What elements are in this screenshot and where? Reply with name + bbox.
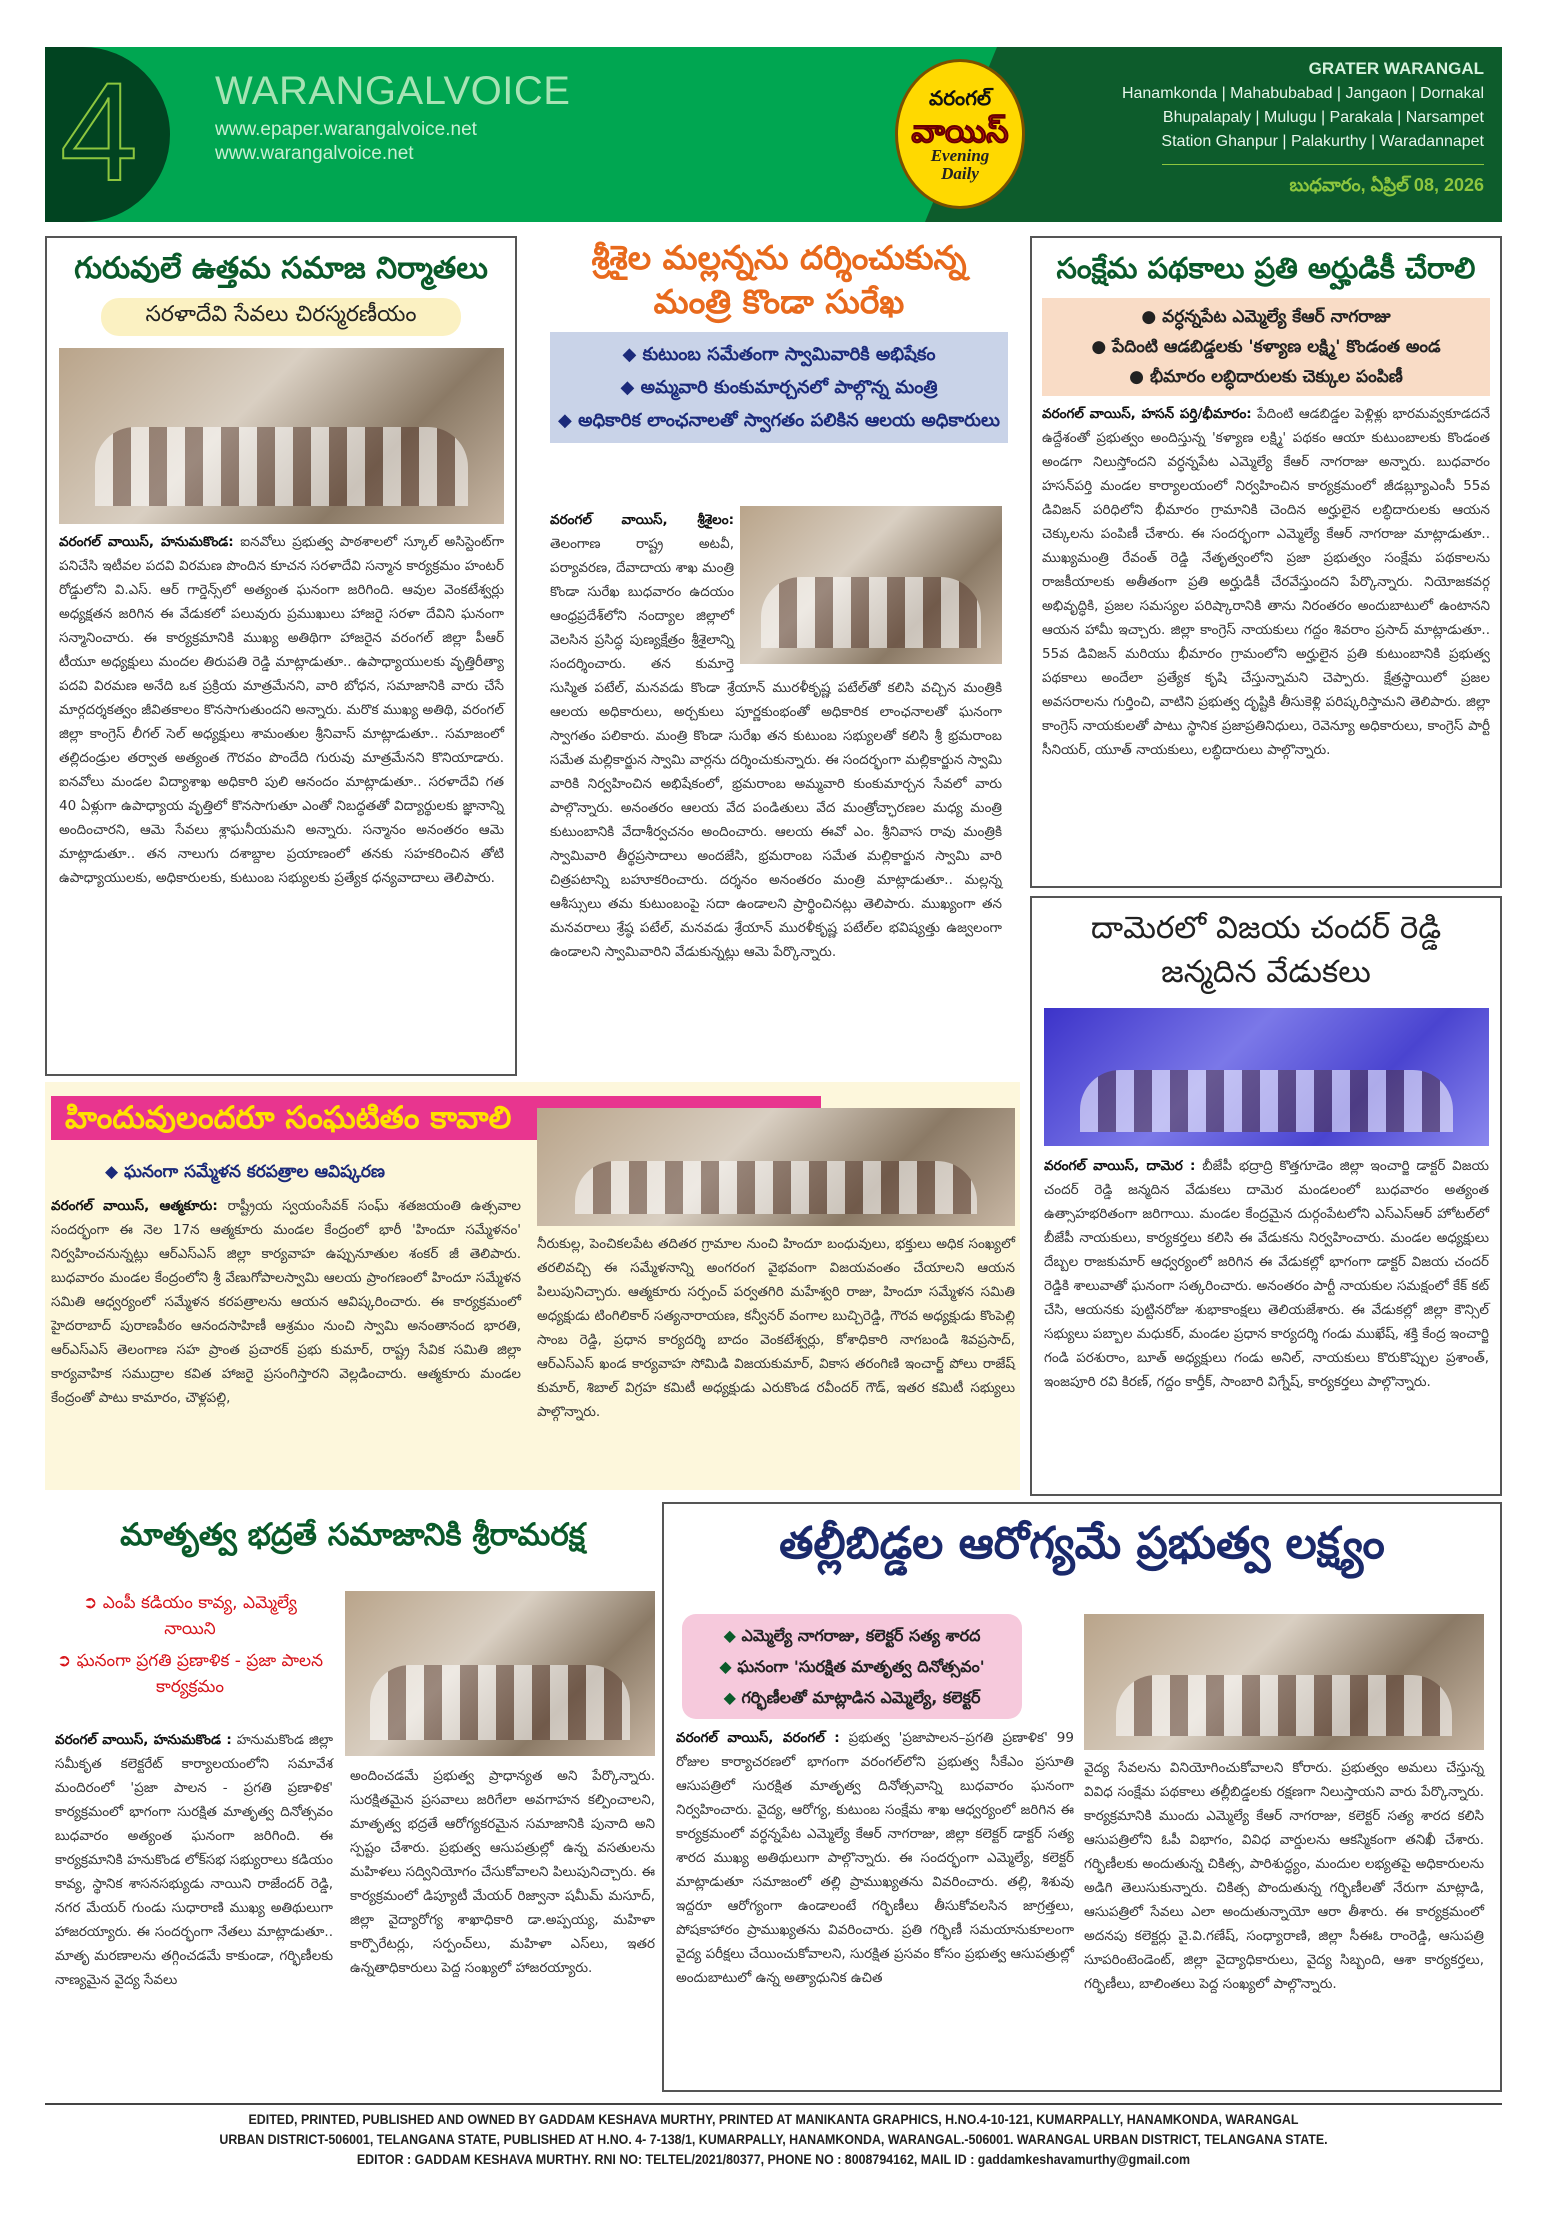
dateline: వరంగల్ వాయిస్, శ్రీశైలం: [550, 512, 734, 528]
masthead [45, 47, 1502, 222]
headline: తల్లీబిడ్డల ఆరోగ్యమే ప్రభుత్వ లక్ష్యం [779, 1518, 1385, 1569]
highlights [55, 1590, 325, 1700]
highlight-item: ● పేదింటి ఆడబిడ్డలకు 'కళ్యాణ లక్ష్మి' కొండంత అండ [1091, 337, 1441, 358]
imprint-line: EDITED, PRINTED, PUBLISHED AND OWNED BY GADDAM KESHAVA MURTHY, PRINTED AT MANIKANTA GRAPHICS, H.NO.4-10-121, KUMARPALLY, HANAMKONDA, WARANGAL [248, 2112, 1299, 2127]
bullet-dot-icon: ● [1129, 367, 1150, 388]
headline: శ్రీశైల మల్లన్నను దర్శించుకున్న మంత్రి కొండా సురేఖ [591, 238, 967, 321]
article-srisailam [540, 236, 1018, 1076]
dateline: వరంగల్ వాయిస్, ఆత్మకూరు: [51, 1198, 218, 1214]
website-url[interactable]: www.warangalvoice.net [215, 143, 414, 164]
locations-line: Bhupalapaly | Mulugu | Parakala | Narsampet [1162, 109, 1484, 126]
article-body-left: వరంగల్ వాయిస్, వరంగల్ : ప్రభుత్వ 'ప్రజాపాలన–ప్రగతి ప్రణాళిక' 99 రోజుల కార్యాచరణలో భాగంగా వరంగల్‌లోని ప్రభుత్వ సీకేఎం ప్రసూతి ఆసుపత్రిలో సురక్షిత మాతృత్వ దినోత్సవాన్ని బుధవారం ఘనంగా నిర్వహించారు. వైద్య, ఆరోగ్య, కుటుంబ సంక్షేమ శాఖ ఆధ్వర్యంలో జరిగిన ఈ కార్యక్రమంలో వర్ధన్నపేట ఎమ్మెల్యే కేఆర్ నాగరాజు, జిల్లా కలెక్టర్ డాక్టర్ సత్య శారద ముఖ్య అతిథులుగా పాల్గొన్నారు. ఈ సందర్భంగా ఎమ్మెల్యే, కలెక్టర్ మాట్లాడుతూ సమాజంలో తల్లి ప్రాముఖ్యతను వివరించారు. తల్లి, శిశువు ఇద్దరూ ఆరోగ్యంగా ఉండాలంటే గర్భిణీలు తీసుకోవలసిన జాగ్రత్తలు, పోషకాహారం ప్రాముఖ్యతను వివరించారు. ప్రతి గర్భిణీ సమయానుకూలంగా వైద్య పరీక్షలు చేయించుకోవాలని, సురక్షిత ప్రసవం కోసం ప్రభుత్వ ఆసుపత్రుల్లో అందుబాటులో ఉన్న అత్యాధునిక ఉచిత [676, 1730, 1074, 1986]
logo-evening: Evening [930, 145, 990, 165]
arrow-icon: ➲ [56, 1651, 77, 1671]
imprint-line: EDITOR : GADDAM KESHAVA MURTHY. RNI NO: TELTEL/2021/80377, PHONE NO : 8008794162, MAIL ID : gaddamkeshavamurthy@gmail.com [356, 2152, 1191, 2167]
highlight-item: ◆ అధికారిక లాంఛనాలతో స్వాగతం పలికిన ఆలయ అధికారులు [557, 410, 1001, 431]
photo-hospital-visit [1084, 1614, 1484, 1750]
highlights-box [682, 1614, 1022, 1719]
highlight-item: ➲ ఎంపీ కడియం కావ్య, ఎమ్మెల్యే నాయిని [83, 1593, 297, 1639]
article-mother-child [662, 1502, 1502, 2092]
diamond-icon: ◆ [723, 1626, 742, 1645]
arrow-icon: ➲ [83, 1593, 103, 1613]
divider [1162, 164, 1484, 165]
photo-felicitation [59, 348, 504, 524]
headline: సంక్షేమ పథకాలు ప్రతి అర్హుడికీ చేరాలి [1056, 251, 1476, 285]
diamond-icon: ◆ [622, 344, 643, 365]
highlight-item: ● వర్ధన్నపేట ఎమ్మెల్యే కేఆర్ నాగరాజు [1141, 307, 1391, 328]
dateline: వరంగల్ వాయిస్, హనుమకొండ: [59, 534, 234, 550]
dateline: వరంగల్ వాయిస్, హసన్ పర్తి/భీమారం: [1042, 406, 1252, 423]
imprint-footer [103, 2110, 1443, 2170]
diamond-icon: ◆ [719, 1657, 738, 1676]
edition-info [1122, 59, 1484, 200]
dateline: వరంగల్ వాయిస్, దామెర : [1044, 1158, 1196, 1174]
logo-text-big: వాయిస్ [911, 111, 1009, 150]
footer-divider [45, 2103, 1502, 2105]
locations-line: Station Ghanpur | Palakurthy | Waradannapet [1161, 133, 1484, 150]
dateline: వరంగల్ వాయిస్, వరంగల్ : [676, 1730, 840, 1746]
imprint-line: URBAN DISTRICT-506001, TELANGANA STATE, PUBLISHED AT H.NO. 4- 7-138/1, KUMARPALLY, HANAMKONDA, WARANGAL.-506001. WARANGAL URBAN DISTRICT, TELANGANA STATE. [219, 2132, 1328, 2147]
article-teachers [45, 236, 517, 1076]
diamond-icon: ◆ [557, 410, 579, 431]
article-welfare [1030, 236, 1502, 888]
article-body-left: వరంగల్ వాయిస్, హనుమకొండ : హనుమకొండ జిల్లా సమీకృత కలెక్టరేట్ కార్యాలయంలోని సమావేశ మందిరంలో 'ప్రజా పాలన - ప్రగతి ప్రణాళిక' కార్యక్రమంలో భాగంగా సురక్షిత మాతృత్వ దినోత్సవం బుధవారం అత్యంత ఘనంగా జరిగింది. ఈ కార్యక్రమానికి హనుకొండ లోక్‌సభ సభ్యురాలు కడియం కావ్య, స్థానిక శాసనసభ్యుడు నాయిని రాజేందర్ రెడ్డి, నగర మేయర్ గుండు సుధారాణి ముఖ్య అతిథులుగా హాజరయ్యారు. ఈ సందర్భంగా నేతలు మాట్లాడుతూ.. మాతృ మరణాలను తగ్గించడమే కాకుండా, గర్భిణీలకు నాణ్యమైన వైద్య సేవలు [55, 1732, 333, 1988]
highlights-box [550, 332, 1008, 443]
highlight-item: ◆ గర్భిణీలతో మాట్లాడిన ఎమ్మెల్యే, కలెక్టర్ [723, 1688, 981, 1707]
locations-line: Hanamkonda | Mahabubabad | Jangaon | Dornakal [1121, 85, 1484, 102]
article-body: వరంగల్ వాయిస్, శ్రీశైలం: తెలంగాణ రాష్ట్ర అటవీ, పర్యావరణ, దేవాదాయ శాఖ మంత్రి కొండా సురేఖ బుధవారం ఉదయం ఆంధ్రప్రదేశ్‌లోని నంద్యాల జిల్లాలో వెలసిన ప్రసిద్ధ పుణ్యక్షేత్రం శ్రీశైలాన్ని సందర్శించారు. తన కుమార్తె సుస్మిత పటేల్, మనవడు కొండా శ్రేయాన్ మురళీకృష్ణ పటేల్‌తో కలిసి వచ్చిన మంత్రికి ఆలయ అధికారులు, అర్చకులు పూర్ణకుంభంతో అధికారిక లాంఛనాలతో ఘనంగా స్వాగతం పలికారు. మంత్రి కొండా సురేఖ తన కుటుంబ సభ్యులతో కలిసి శ్రీ భ్రమరాంబ సమేత మల్లికార్జున స్వామి వార్లను దర్శించుకున్నారు. ఈ సందర్భంగా మల్లికార్జున స్వామి వారికి నిర్వహించిన అభిషేకంలో, భ్రమరాంబ అమ్మవారి కుంకుమార్చన సేవలో వారు పాల్గొన్నారు. అనంతరం ఆలయ వేద పండితులు వేద మంత్రోచ్ఛారణల మధ్య మంత్రి కుటుంబానికి వేదాశీర్వచనం అందించారు. ఆలయ ఈవో ఎం. శ్రీనివాస రావు మంత్రికి స్వామివారి తీర్థప్రసాదాలు అందజేసి, భ్రమరాంబ సమేత మల్లికార్జున స్వామి వారి చిత్రపటాన్ని బహూకరించారు. దర్శనం అనంతరం మంత్రి మాట్లాడుతూ.. మల్లన్న ఆశీస్సులు తమ కుటుంబంపై సదా ఉండాలని ప్రార్థించినట్లు తెలిపారు. ముఖ్యంగా తన మనవరాలు శ్రేష్ఠ పటేల్, మనవడు శ్రేయాన్ మురళీకృష్ణ పటేల్‌ల భవిష్యత్తు ఉజ్వలంగా ఉండాలని స్వామివారిని వేడుకున్నట్లు ఆమె పేర్కొన్నారు. [550, 512, 1002, 960]
highlight-item: ◆ ఎమ్మెల్యే నాగరాజు, కలెక్టర్ సత్య శారద [723, 1626, 981, 1645]
subheadline: సరళాదేవి సేవలు చిరస్మరణీయం [101, 298, 461, 336]
newspaper-logo [895, 59, 1025, 209]
photo-collectorate-event [345, 1591, 655, 1756]
highlight-item: ◆ అమ్మవారి కుంకుమార్చనలో పాల్గొన్న మంత్రి [620, 377, 938, 398]
headline: దామెరలో విజయ చందర్ రెడ్డి జన్మదిన వేడుకలు [1090, 910, 1442, 990]
article-body: వరంగల్ వాయిస్, దామెర : బీజేపీ భద్రాద్రి కొత్తగూడెం జిల్లా ఇంచార్జి డాక్టర్ విజయ చందర్ రెడ్డి జన్మదిన వేడుకలు దామెర మండలంలో బుధవారం అత్యంత ఉత్సాహభరితంగా జరిగాయి. మండల కేంద్రమైన దుర్గంపేటలోని ఎస్ఎస్ఆర్ హోటల్‌లో బీజేపీ నాయకులు, కార్యకర్తలు కలిసి ఈ వేడుకను నిర్వహించారు. మండల అధ్యక్షులు దేబ్బల రాజకుమార్ ఆధ్వర్యంలో జరిగిన ఈ వేడుకల్లో భాగంగా డాక్టర్ విజయ చందర్ రెడ్డికి శాలువాతో ఘనంగా సత్కరించారు. అనంతరం పార్టీ నాయకుల సమక్షంలో కేక్ కట్ చేసి, ఆయనకు పుట్టినరోజు శుభాకాంక్షలు తెలియజేశారు. ఈ వేడుకల్లో జిల్లా కౌన్సిల్ సభ్యులు పబ్బాల మధుకర్, మండల ప్రధాన కార్యదర్శి గండు ముఖేష్, శక్తి కేంద్ర ఇంచార్జి గండి పరశురాం, బూత్ అధ్యక్షులు గండు అనిల్, నాయకులు కొరుకొప్పుల ప్రశాంత్, ఇంజపూరి రవి కిరణ్, గద్దం కార్తీక్, సాంబారి విగ్నేష్, కార్యకర్తలు పాల్గొన్నారు. [1044, 1158, 1489, 1390]
article-body-left: వరంగల్ వాయిస్, ఆత్మకూరు: రాష్ట్రీయ స్వయంసేవక్ సంఘ్ శతజయంతి ఉత్సవాల సందర్భంగా ఈ నెల 17న ఆత్మకూరు మండల కేంద్రంలో భారీ 'హిందూ సమ్మేళనం' నిర్వహించనున్నట్లు ఆర్ఎస్ఎస్ జిల్లా కార్యవాహ ఉప్పునూతుల శంకర్ జీ తెలిపారు. బుధవారం మండల కేంద్రంలోని శ్రీ వేణుగోపాలస్వామి ఆలయ ప్రాంగణంలో హిందూ సమ్మేళన సమితి ఆధ్వర్యంలో సమ్మేళన కరపత్రాలను ఆయన ఆవిష్కరించారు. ఈ కార్యక్రమంలో హైదరాబాద్ పురాణపీఠం ఆనందసాహిణీ ఆశ్రమం నుంచి స్వామి అనంతానంద భారతి, ఆర్ఎస్ఎస్ తెలంగాణ సహ ప్రాంత ప్రచారక్ ప్రభు కుమార్, రాష్ట్ర సేవిక సమితి జిల్లా కార్యవాహిక సముద్రాల కవిత హాజరై ప్రసంగిస్తారని వెల్లడించారు. ఆత్మకూరు మండల కేంద్రంతో పాటు కామారం, చౌళ్లపల్లి, [51, 1198, 521, 1406]
highlight-item: ◆ కుటుంబ సమేతంగా స్వామివారికి అభిషేకం [622, 344, 936, 365]
dateline: వరంగల్ వాయిస్, హనుమకొండ : [55, 1732, 232, 1748]
article-body-right: వైద్య సేవలను వినియోగించుకోవాలని కోరారు. ప్రభుత్వం అమలు చేస్తున్న వివిధ సంక్షేమ పథకాలు తల్లీబిడ్డలకు రక్షణగా నిలుస్తాయని వారు పేర్కొన్నారు. కార్యక్రమానికి ముందు ఎమ్మెల్యే కేఆర్ నాగరాజు, కలెక్టర్ సత్య శారద కలిసి ఆసుపత్రిలోని ఓపీ విభాగం, వివిధ వార్డులను ఆకస్మికంగా తనిఖీ చేశారు. గర్భిణీలకు అందుతున్న చికిత్స, పారిశుద్ధ్యం, మందుల లభ్యతపై అధికారులను అడిగి తెలుసుకున్నారు. చికిత్స పొందుతున్న గర్భిణీలతో నేరుగా మాట్లాడి, ఆసుపత్రిలో సేవలు ఎలా అందుతున్నాయో ఆరా తీశారు. ఈ కార్యక్రమంలో అదనపు కలెక్టర్లు వై.వి.గణేష్, సంధ్యారాణి, జిల్లా సీఈఓ రాంరెడ్డి, ఆసుపత్రి సూపరింటెండెంట్, జిల్లా వైద్యాధికారులు, వైద్య సిబ్బంది, ఆశా కార్యకర్తలు, గర్భిణీలు, బాలింతలు పెద్ద సంఖ్యలో పాల్గొన్నారు. [1084, 1760, 1484, 1992]
highlights-box [1042, 298, 1490, 396]
issue-date: బుధవారం, ఏప్రిల్ 08, 2026 [1289, 175, 1484, 195]
article-maternity [45, 1506, 660, 2091]
headline: గురువులే ఉత్తమ సమాజ నిర్మాతలు [74, 251, 488, 286]
highlight-item: ➲ ఘనంగా ప్రగతి ప్రణాళిక - ప్రజా పాలన కార్యక్రమం [56, 1651, 324, 1697]
headline: హిందువులందరూ సంఘటితం కావాలి [65, 1100, 512, 1136]
epaper-url[interactable]: www.epaper.warangalvoice.net [215, 119, 477, 140]
logo-daily: Daily [941, 163, 979, 183]
article-body: వరంగల్ వాయిస్, హనుమకొండ: ఐనవోలు ప్రభుత్వ పాఠశాలలో స్కూల్ అసిస్టెంట్‌గా పనిచేసి ఇటీవల పదవి విరమణ పొందిన కూచన సరళాదేవి సన్మాన కార్యక్రమం హంటర్ రోడ్డులోని వి.ఎస్. ఆర్ గార్డెన్స్‌లో అత్యంత ఘనంగా జరిగింది. ఆవుల వెంకటేశ్వర్లు అధ్యక్షతన జరిగిన ఈ వేడుకలో పలువురు ప్రముఖులు హాజరై సరళా దేవిని ఘనంగా సన్మానించారు. ఈ కార్యక్రమానికి ముఖ్య అతిథిగా హాజరైన వరంగల్ జిల్లా పీఆర్ టీయూ అధ్యక్షులు మందల తిరుపతి రెడ్డి మాట్లాడుతూ.. ఉపాధ్యాయులకు వృత్తిరీత్యా పదవి విరమణ అనేది ఒక ప్రక్రియ మాత్రమేనని, వారి బోధన, సమాజానికి వారు చేసే మార్గదర్శకత్వం జీవితకాలం కొనసాగుతుందని అన్నారు. మరొక ముఖ్య అతిథి, వరంగల్ జిల్లా కాంగ్రెస్ లీగల్ సెల్ అధ్యక్షులు శామంతుల శ్రీనివాస్ మాట్లాడుతూ.. సమాజంలో తల్లిదండ్రుల తర్వాత అత్యంత గౌరవం పొందేది గురువు మాత్రమేనని కొనియాడారు. ఐనవోలు మండల విద్యాశాఖ అధికారి పులి ఆనందం మాట్లాడుతూ.. సరళాదేవి గత 40 ఏళ్లుగా ఉపాధ్యాయ వృత్తిలో కొనసాగుతూ ఎంతో నిబద్ధతతో విద్యార్థులకు జ్ఞానాన్ని అందించారని, ఆమె సేవలు శ్లాఘనీయమని అన్నారు. సన్మానం అనంతరం ఆమె మాట్లాడుతూ.. తన నాలుగు దశాబ్దాల ప్రయాణంలో తనకు సహకరించిన తోటి ఉపాధ్యాయులకు, అధికారులకు, కుటుంబ సభ్యులకు ప్రత్యేక ధన్యవాదాలు తెలిపారు. [59, 534, 504, 886]
diamond-icon: ◆ [105, 1162, 124, 1182]
highlight-item: ◆ ఘనంగా 'సురక్షిత మాతృత్వ దినోత్సవం' [719, 1657, 985, 1676]
article-birthday [1030, 896, 1502, 1496]
diamond-icon: ◆ [723, 1688, 742, 1707]
bullet-dot-icon: ● [1091, 337, 1113, 358]
highlight-item: ◆ ఘనంగా సమ్మేళన కరపత్రాల ఆవిష్కరణ [105, 1162, 385, 1182]
highlight-item: ● భీమారం లబ్ధిదారులకు చెక్కుల పంపిణీ [1129, 367, 1403, 388]
article-body: వరంగల్ వాయిస్, హసన్ పర్తి/భీమారం: పేదింటి ఆడబిడ్డల పెళ్లిళ్లు భారమవ్వకూడదనే ఉద్దేశంతో ప్రభుత్వం అందిస్తున్న 'కళ్యాణ లక్ష్మి' పథకం ఆయా కుటుంబాలకు కొండంత అండగా నిలుస్తోందని వర్ధన్నపేట ఎమ్మెల్యే కేఆర్ నాగరాజు అన్నారు. బుధవారం హసన్‌పర్తి మండల కార్యాలయంలో నిర్వహించిన కార్యక్రమంలో జీడబ్ల్యూఎంసీ 55వ డివిజన్ పరిధిలోని భీమారం గ్రామానికి చెందిన అర్హులైన లబ్ధిదారులకు ఆయన చెక్కులను పంపిణీ చేశారు. ఈ సందర్భంగా ఎమ్మెల్యే కేఆర్ నాగరాజు మాట్లాడుతూ.. ముఖ్యమంత్రి రేవంత్ రెడ్డి నేతృత్వంలోని ప్రజా ప్రభుత్వం సంక్షేమ పథకాలను రాజకీయాలకు అతీతంగా ప్రతి అర్హుడికీ చేరవేస్తుందని పేర్కొన్నారు. నియోజకవర్గ అభివృద్ధికి, ప్రజల సమస్యల పరిష్కారానికి తాను నిరంతరం అందుబాటులో ఉంటానని ఆయన హామీ ఇచ్చారు. జిల్లా కాంగ్రెస్ నాయకులు గద్దం శివరాం ప్రసాద్ మాట్లాడుతూ.. 55వ డివిజన్ మరియు భీమారం గ్రామంలోని అర్హులైన ప్రతి కుటుంబానికి ప్రభుత్వ పథకాలు అందేలా ప్రత్యేక కృషి చేస్తున్నామని చెప్పారు. క్షేత్రస్థాయిలో ప్రజల అవసరాలను గుర్తించి, వాటిని ప్రభుత్వ దృష్టికి తీసుకెళ్లి పరిష్కరిస్తామని తెలిపారు. జిల్లా కాంగ్రెస్ నాయకులతో పాటు స్థానిక ప్రజాప్రతినిధులు, రెవెన్యూ అధికారులు, కాంగ్రెస్ పార్టీ సీనియర్, యూత్ నాయకులు, లబ్ధిదారులు పాల్గొన్నారు. [1042, 406, 1490, 759]
bullet-dot-icon: ● [1141, 307, 1163, 328]
headline: మాతృత్వ భద్రతే సమాజానికి శ్రీరామరక్ష [120, 1517, 585, 1553]
logo-text-small: వరంగల్ [928, 85, 992, 110]
diamond-icon: ◆ [620, 377, 641, 398]
article-body-right: నీరుకుల్ల, పెంచికలపేట తదితర గ్రామాల నుంచి హిందూ బంధువులు, భక్తులు అధిక సంఖ్యలో తరలివచ్చి ఈ సమ్మేళనాన్ని అంగరంగ వైభవంగా విజయవంతం చేయాలని ఆయన పిలుపునిచ్చారు. ఆత్మకూరు సర్పంచ్ పర్వతగిరి మహేశ్వరి రాజు, హిందూ సమ్మేళన సమితి అధ్యక్షుడు టింగిలికార్ సత్యనారాయణ, కన్వీనర్ వంగాల బుచ్చిరెడ్డి, గౌరవ అధ్యక్షుడు కొంపెల్లి సాంబ రెడ్డి, ప్రధాన కార్యదర్శి బాదం వెంకటేశ్వర్లు, కోశాధికారి నాగబండి శివప్రసాద్, ఆర్ఎస్ఎస్ ఖండ కార్యవాహ సోమిడి విజయకుమార్, వికాస తరంగిణి ఇంచార్జ్ పోలు రాజేష్ కుమార్, శిబాల్ విగ్రహ కమిటీ అధ్యక్షుడు ఎరుకొండ రవీందర్ గౌడ్, ఇతర కమిటీ సభ్యులు పాల్గొన్నారు. [537, 1236, 1015, 1420]
edition-title: GRATER WARANGAL [1308, 59, 1484, 78]
article-hindu [45, 1082, 1020, 1490]
brand-name: WARANGALVOICE [215, 69, 571, 113]
page-number: 4 [60, 53, 138, 210]
photo-birthday [1044, 1008, 1489, 1146]
article-body-right: అందించడమే ప్రభుత్వ ప్రాధాన్యత అని పేర్కొన్నారు. సురక్షితమైన ప్రసవాలు జరిగేలా అవగాహన కల్పించాలని, మాతృత్వ భద్రతే ఆరోగ్యకరమైన సమాజానికి పునాది అని స్పష్టం చేశారు. ప్రభుత్వ ఆసుపత్రుల్లో ఉన్న వసతులను మహిళలు సద్వినియోగం చేసుకోవాలని పిలుపునిచ్చారు. ఈ కార్యక్రమంలో డిప్యూటీ మేయర్ రిజ్వానా షమీమ్ మసూద్, జిల్లా వైద్యారోగ్య శాఖాధికారి డా.అప్పయ్య, మహిళా కార్పొరేటర్లు, సర్పంచ్‌లు, మహిళా ఎస్‌లు, ఇతర ఉన్నతాధికారులు పెద్ద సంఖ్యలో హాజరయ్యారు. [350, 1768, 655, 1976]
photo-pamphlet-release [537, 1108, 1015, 1226]
